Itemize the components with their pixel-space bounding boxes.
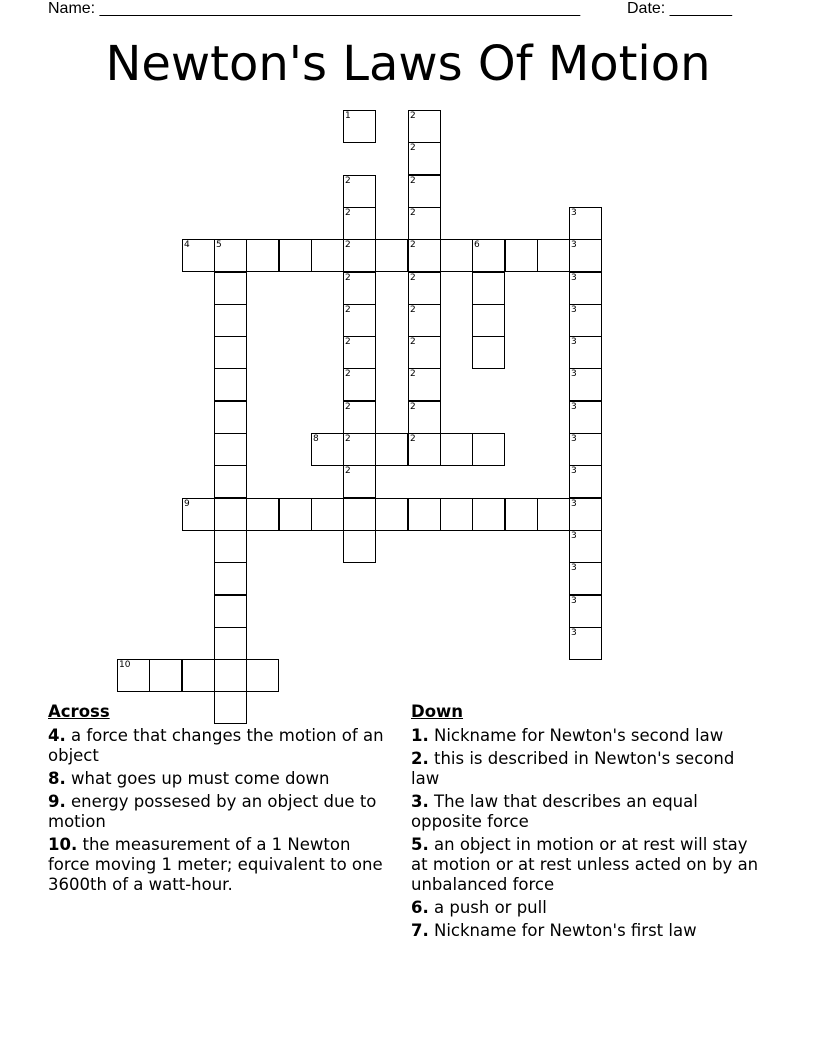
grid-cell[interactable] bbox=[569, 304, 602, 337]
clue-number: 10. bbox=[48, 835, 78, 854]
grid-cell[interactable] bbox=[569, 498, 602, 531]
clue-number-label: 2 bbox=[345, 402, 351, 412]
down-clue-1 bbox=[411, 726, 761, 746]
grid-cell[interactable] bbox=[408, 304, 441, 337]
clue-text: this is described in Newton's second law bbox=[411, 749, 735, 788]
clue-number-label: 3 bbox=[571, 531, 577, 541]
clue-number-label: 2 bbox=[345, 369, 351, 379]
page-title: Newton's Laws Of Motion bbox=[105, 36, 711, 92]
grid-cell[interactable] bbox=[408, 175, 441, 208]
grid-cell[interactable] bbox=[214, 465, 247, 498]
clue-number-label: 2 bbox=[410, 434, 416, 444]
grid-cell[interactable] bbox=[311, 239, 344, 272]
grid-cell[interactable] bbox=[569, 627, 602, 660]
clue-number: 6. bbox=[411, 898, 429, 917]
grid-cell[interactable] bbox=[343, 401, 376, 434]
clue-number-label: 2 bbox=[410, 176, 416, 186]
grid-cell[interactable] bbox=[214, 401, 247, 434]
clue-number-label: 9 bbox=[184, 499, 190, 509]
clue-number-label: 2 bbox=[345, 466, 351, 476]
grid-cell[interactable] bbox=[343, 433, 376, 466]
clue-number-label: 3 bbox=[571, 466, 577, 476]
grid-cell[interactable] bbox=[279, 498, 312, 531]
clue-number-label: 2 bbox=[410, 369, 416, 379]
down-clue-5 bbox=[411, 835, 761, 895]
grid-cell[interactable] bbox=[408, 207, 441, 240]
grid-cell[interactable] bbox=[472, 304, 505, 337]
down-clue-6 bbox=[411, 898, 761, 918]
clue-number-label: 2 bbox=[410, 402, 416, 412]
grid-cell[interactable] bbox=[343, 336, 376, 369]
clue-text: The law that describes an equal opposite force bbox=[411, 792, 698, 831]
clue-number-label: 3 bbox=[571, 337, 577, 347]
clue-number-label: 2 bbox=[345, 273, 351, 283]
clue-number-label: 3 bbox=[571, 402, 577, 412]
clue-number-label: 3 bbox=[571, 596, 577, 606]
grid-cell[interactable] bbox=[279, 239, 312, 272]
clue-number: 3. bbox=[411, 792, 429, 811]
grid-cell[interactable] bbox=[214, 272, 247, 305]
grid-cell[interactable] bbox=[408, 272, 441, 305]
grid-cell[interactable] bbox=[343, 272, 376, 305]
clue-number-label: 3 bbox=[571, 369, 577, 379]
clue-number-label: 2 bbox=[410, 337, 416, 347]
grid-cell[interactable] bbox=[505, 498, 538, 531]
clue-number-label: 2 bbox=[410, 305, 416, 315]
clue-number: 2. bbox=[411, 749, 429, 768]
grid-cell[interactable] bbox=[408, 142, 441, 175]
grid-cell[interactable] bbox=[214, 498, 247, 531]
clue-number: 8. bbox=[48, 769, 66, 788]
grid-cell[interactable] bbox=[569, 336, 602, 369]
grid-cell[interactable] bbox=[408, 498, 441, 531]
grid-cell[interactable] bbox=[214, 659, 247, 692]
clue-text: Nickname for Newton's first law bbox=[434, 921, 697, 940]
grid-cell[interactable] bbox=[569, 401, 602, 434]
down-clue-7 bbox=[411, 921, 761, 941]
grid-cell[interactable] bbox=[440, 239, 473, 272]
grid-cell[interactable] bbox=[408, 401, 441, 434]
grid-cell[interactable] bbox=[182, 239, 215, 272]
clue-number-label: 2 bbox=[345, 434, 351, 444]
clue-number-label: 8 bbox=[313, 434, 319, 444]
grid-cell[interactable] bbox=[343, 530, 376, 563]
clue-number-label: 3 bbox=[571, 628, 577, 638]
grid-cell[interactable] bbox=[214, 562, 247, 595]
clue-number-label: 3 bbox=[571, 240, 577, 250]
grid-cell[interactable] bbox=[214, 239, 247, 272]
grid-cell[interactable] bbox=[214, 627, 247, 660]
grid-cell[interactable] bbox=[537, 498, 570, 531]
grid-cell[interactable] bbox=[408, 239, 441, 272]
clue-number: 9. bbox=[48, 792, 66, 811]
date-field: Date: _______ bbox=[627, 0, 732, 17]
clue-number-label: 3 bbox=[571, 208, 577, 218]
grid-cell[interactable] bbox=[569, 465, 602, 498]
down-clue-3 bbox=[411, 792, 761, 832]
grid-cell[interactable] bbox=[472, 498, 505, 531]
clue-text: energy possesed by an object due to motion bbox=[48, 792, 377, 831]
grid-cell[interactable] bbox=[472, 433, 505, 466]
grid-cell[interactable] bbox=[472, 239, 505, 272]
across-clue-4 bbox=[48, 726, 393, 766]
grid-cell[interactable] bbox=[472, 336, 505, 369]
clue-number-label: 3 bbox=[571, 305, 577, 315]
clue-number-label: 6 bbox=[474, 240, 480, 250]
grid-cell[interactable] bbox=[537, 239, 570, 272]
clue-number-label: 2 bbox=[345, 240, 351, 250]
grid-cell[interactable] bbox=[408, 336, 441, 369]
clue-number-label: 3 bbox=[571, 563, 577, 573]
grid-cell[interactable] bbox=[343, 175, 376, 208]
clue-text: an object in motion or at rest will stay at motion or at rest unless acted on by an unbalanced force bbox=[411, 835, 759, 894]
grid-cell[interactable] bbox=[246, 498, 279, 531]
across-heading: Across bbox=[48, 702, 110, 721]
grid-cell[interactable] bbox=[569, 368, 602, 401]
grid-cell[interactable] bbox=[311, 498, 344, 531]
across-clue-10 bbox=[48, 835, 393, 895]
name-field: Name: ______________________________________________________ bbox=[48, 0, 581, 17]
grid-cell[interactable] bbox=[569, 207, 602, 240]
grid-cell[interactable] bbox=[505, 239, 538, 272]
clue-text: a force that changes the motion of an object bbox=[48, 726, 384, 765]
grid-cell[interactable] bbox=[117, 659, 150, 692]
grid-cell[interactable] bbox=[343, 304, 376, 337]
grid-cell[interactable] bbox=[569, 239, 602, 272]
grid-cell[interactable] bbox=[343, 498, 376, 531]
grid-cell[interactable] bbox=[375, 433, 408, 466]
grid-cell[interactable] bbox=[472, 272, 505, 305]
clue-number: 1. bbox=[411, 726, 429, 745]
grid-cell[interactable] bbox=[408, 433, 441, 466]
grid-cell[interactable] bbox=[569, 595, 602, 628]
grid-cell[interactable] bbox=[214, 304, 247, 337]
clue-number-label: 2 bbox=[410, 208, 416, 218]
grid-cell[interactable] bbox=[569, 562, 602, 595]
clue-number-label: 3 bbox=[571, 273, 577, 283]
grid-cell[interactable] bbox=[569, 530, 602, 563]
clue-number-label: 1 bbox=[345, 111, 351, 121]
clue-number-label: 5 bbox=[216, 240, 222, 250]
grid-cell[interactable] bbox=[182, 498, 215, 531]
clue-number-label: 2 bbox=[410, 273, 416, 283]
clue-text: Nickname for Newton's second law bbox=[434, 726, 724, 745]
clue-number: 4. bbox=[48, 726, 66, 745]
grid-cell[interactable] bbox=[375, 239, 408, 272]
grid-cell[interactable] bbox=[343, 207, 376, 240]
down-clues bbox=[411, 702, 761, 944]
grid-cell[interactable] bbox=[343, 465, 376, 498]
grid-cell[interactable] bbox=[214, 530, 247, 563]
clue-text: the measurement of a 1 Newton force moving 1 meter; equivalent to one 3600th of a watt-hour. bbox=[48, 835, 383, 894]
grid-cell[interactable] bbox=[214, 368, 247, 401]
clue-text: what goes up must come down bbox=[71, 769, 330, 788]
grid-cell[interactable] bbox=[343, 239, 376, 272]
down-clue-2 bbox=[411, 749, 761, 789]
clue-number-label: 2 bbox=[345, 337, 351, 347]
clue-number-label: 2 bbox=[345, 208, 351, 218]
grid-cell[interactable] bbox=[214, 433, 247, 466]
grid-cell[interactable] bbox=[343, 110, 376, 143]
grid-cell[interactable] bbox=[569, 272, 602, 305]
grid-cell[interactable] bbox=[214, 595, 247, 628]
grid-cell[interactable] bbox=[569, 433, 602, 466]
grid-cell[interactable] bbox=[343, 368, 376, 401]
clue-number: 7. bbox=[411, 921, 429, 940]
clue-number-label: 3 bbox=[571, 434, 577, 444]
grid-cell[interactable] bbox=[182, 659, 215, 692]
grid-cell[interactable] bbox=[440, 498, 473, 531]
down-heading: Down bbox=[411, 702, 464, 721]
clue-number-label: 10 bbox=[119, 660, 131, 670]
grid-cell[interactable] bbox=[311, 433, 344, 466]
across-clues bbox=[48, 702, 393, 898]
clue-number-label: 3 bbox=[571, 499, 577, 509]
grid-cell[interactable] bbox=[246, 659, 279, 692]
clue-number-label: 2 bbox=[410, 143, 416, 153]
grid-cell[interactable] bbox=[149, 659, 182, 692]
grid-cell[interactable] bbox=[408, 110, 441, 143]
grid-cell[interactable] bbox=[246, 239, 279, 272]
clue-number-label: 2 bbox=[410, 111, 416, 121]
grid-cell[interactable] bbox=[375, 498, 408, 531]
clue-number-label: 2 bbox=[410, 240, 416, 250]
grid-cell[interactable] bbox=[214, 336, 247, 369]
across-clue-8 bbox=[48, 769, 393, 789]
grid-cell[interactable] bbox=[408, 368, 441, 401]
clue-number: 5. bbox=[411, 835, 429, 854]
clue-number-label: 4 bbox=[184, 240, 190, 250]
clue-number-label: 2 bbox=[345, 305, 351, 315]
grid-cell[interactable] bbox=[440, 433, 473, 466]
clue-number-label: 2 bbox=[345, 176, 351, 186]
clue-text: a push or pull bbox=[434, 898, 547, 917]
across-clue-9 bbox=[48, 792, 393, 832]
